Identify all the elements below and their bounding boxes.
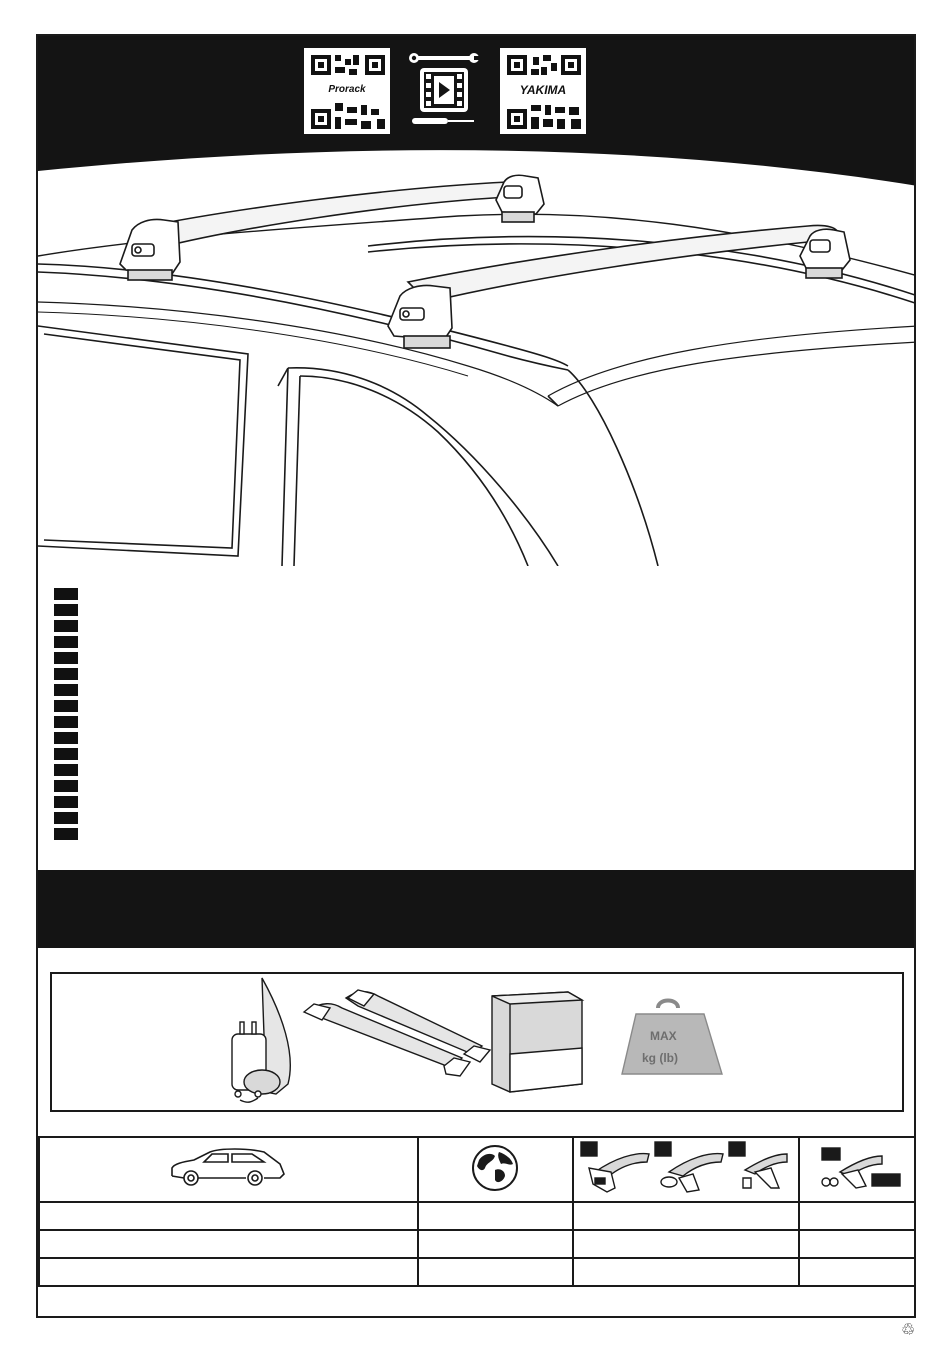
- language-chip: [54, 780, 78, 792]
- yakima-qr-label: YAKIMA: [505, 83, 581, 97]
- language-chip: [54, 700, 78, 712]
- video-instructions-link[interactable]: [406, 48, 482, 134]
- globe-icon: [471, 1144, 519, 1192]
- roof-bars-icon: [304, 990, 490, 1076]
- table-header-row: [39, 1137, 915, 1202]
- language-chip: [54, 684, 78, 696]
- product-box-icon: [492, 992, 582, 1092]
- title-band: [38, 870, 914, 948]
- language-chip: [54, 652, 78, 664]
- foot-front-left: [120, 219, 180, 280]
- language-chip: [54, 604, 78, 616]
- foot-c-icon: [743, 1154, 787, 1188]
- yakima-qr-code[interactable]: [500, 48, 586, 134]
- car-roof-illustration: [38, 156, 914, 566]
- language-chip: [54, 812, 78, 824]
- foot-a-icon: [589, 1154, 649, 1192]
- language-chip: [54, 620, 78, 632]
- luggage-icon: [232, 978, 290, 1102]
- language-chip: [54, 588, 78, 600]
- language-chip: [54, 796, 78, 808]
- language-chip: [54, 764, 78, 776]
- table-row: [39, 1202, 915, 1230]
- prorack-qr-label: Prorack: [309, 83, 385, 97]
- language-chip: [54, 716, 78, 728]
- car-icon: [168, 1146, 288, 1190]
- foot-variant-column-header: [799, 1137, 915, 1202]
- foot-b-icon: [661, 1154, 723, 1192]
- language-list: [54, 588, 78, 844]
- table-footer-strip: [38, 1286, 914, 1318]
- language-chip: [54, 748, 78, 760]
- vehicle-fitting-table: [38, 1136, 916, 1287]
- foot-type-column-header: [573, 1137, 799, 1202]
- language-chip: [54, 828, 78, 840]
- table-row: [39, 1258, 915, 1286]
- max-weight-line1: MAX: [650, 1029, 677, 1043]
- foot-rear-left: [388, 285, 452, 348]
- language-chip: [54, 732, 78, 744]
- table-row: [39, 1230, 915, 1258]
- screwdriver-icon: [412, 118, 474, 124]
- package-contents-box: [50, 972, 904, 1112]
- vehicle-column-header: [39, 1137, 418, 1202]
- language-chip: [54, 668, 78, 680]
- region-column-header: [418, 1137, 573, 1202]
- language-chip: [54, 636, 78, 648]
- prorack-qr-code[interactable]: [304, 48, 390, 134]
- recycle-icon: ♲: [900, 1320, 916, 1339]
- wrench-icon: [409, 53, 480, 63]
- max-weight-icon: [622, 1001, 722, 1075]
- video-play-icon: [420, 68, 468, 112]
- max-weight-line2: kg (lb): [642, 1051, 678, 1065]
- instruction-sheet: [36, 34, 916, 1318]
